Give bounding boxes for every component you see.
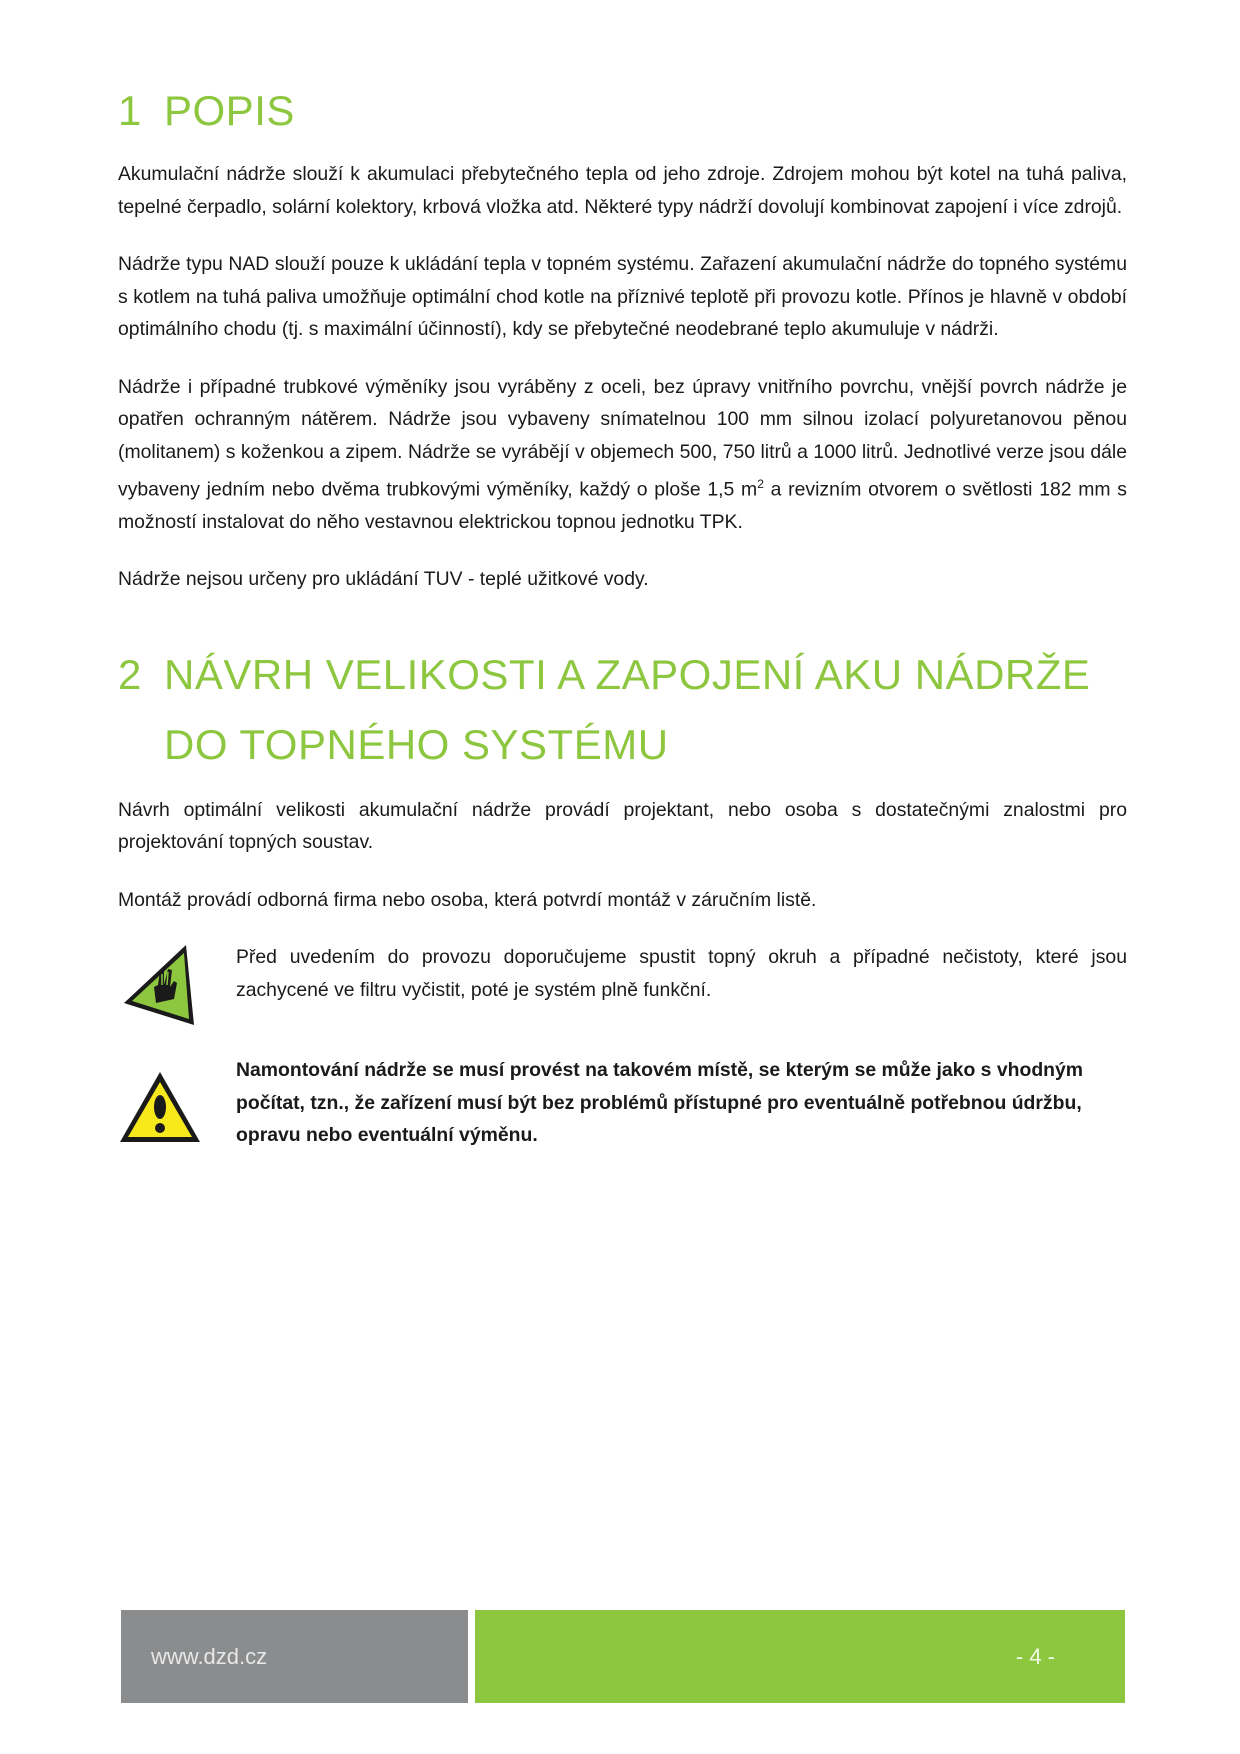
section-number: 2 bbox=[118, 650, 142, 698]
warning-icon bbox=[118, 1054, 236, 1151]
footer-website bbox=[121, 1610, 468, 1703]
paragraph: Návrh optimální velikosti akumulační nádrže provádí projektant, nebo osoba s dostatečnými znalostmi pro projektování topných soustav. bbox=[118, 798, 1127, 854]
paragraph: Nádrže typu NAD slouží pouze k ukládání tepla v topném systému. Zařazení akumulační nádrže do topného systému s kotlem na tuhá paliva umožňuje optimální chod kotle na příznivé teplotě při provozu kotle. Přínos je hlavně v období optimálního chodu (tj. s maximální účinností), kdy se přebytečné neodebrané teplo akumuluje v nádrži. bbox=[118, 253, 1127, 340]
section-heading bbox=[118, 640, 1127, 780]
paragraph-text: a revizním otvorem o světlosti 182 mm s možností instalovat do něho vestavnou elektrickou topnou jednotku TPK. bbox=[118, 478, 1128, 533]
hand-tip-icon bbox=[118, 941, 236, 1034]
section-heading bbox=[118, 76, 1127, 146]
footer-page-number bbox=[475, 1610, 1125, 1703]
section-title: POPIS bbox=[164, 87, 295, 134]
tip-note bbox=[118, 941, 1127, 1034]
website-link[interactable]: www.dzd.cz bbox=[151, 1644, 268, 1669]
paragraph-text: Nádrže i případné trubkové výměníky jsou vyráběny z oceli, bez úpravy vnitřního povrchu, vnější povrch nádrže je opatřen ochranným nátěrem. Nádrže jsou vybaveny snímatelnou 100 mm silnou izolací polyuretanovou pěnou (molitanem) s koženkou a zipem. Nádrže se vyrábějí v objemech 500, 750 litrů a 1000 litrů. Jednotlivé verze jsou dále vybaveny jedním nebo dvěma trubkovými výměníky, každý o ploše 1,5 m bbox=[118, 375, 1127, 501]
page-number: - 4 - bbox=[1015, 1644, 1055, 1669]
section-title: NÁVRH VELIKOSTI A ZAPOJENÍ AKU NÁDRŽE DO TOPNÉHO SYSTÉMU bbox=[164, 650, 1091, 768]
section-navrh bbox=[118, 640, 1127, 1177]
superscript: 2 bbox=[757, 477, 764, 491]
paragraph: Montáž provádí odborná firma nebo osoba, která potvrdí montáž v záručním listě. bbox=[118, 888, 817, 911]
paragraph: Akumulační nádrže slouží k akumulaci přebytečného tepla od jeho zdroje. Zdrojem mohou být kotel na tuhá paliva, tepelné čerpadlo, solární kolektory, krbová vložka atd. Některé typy nádrží dovolují kombinovat zapojení i více zdrojů. bbox=[118, 163, 1127, 218]
paragraph bbox=[118, 371, 1127, 539]
tip-text: Před uvedením do provozu doporučujeme spustit topný okruh a případné nečistoty, které jsou zachycené ve filtru vyčistit, poté je systém plně funkční. bbox=[236, 946, 1127, 1001]
section-number: 1 bbox=[118, 87, 142, 134]
page-content bbox=[118, 76, 1127, 1177]
warning-text: Namontování nádrže se musí provést na takovém místě, se kterým se může jako s vhodným počítat, tzn., že zařízení musí být bez problémů přístupné pro eventuálně potřebnou údržbu, opravu nebo eventuální výměnu. bbox=[236, 1059, 1084, 1147]
warning-note bbox=[118, 1054, 1127, 1177]
section-popis bbox=[118, 76, 1127, 596]
paragraph: Nádrže nejsou určeny pro ukládání TUV - teplé užitkové vody. bbox=[118, 568, 649, 591]
